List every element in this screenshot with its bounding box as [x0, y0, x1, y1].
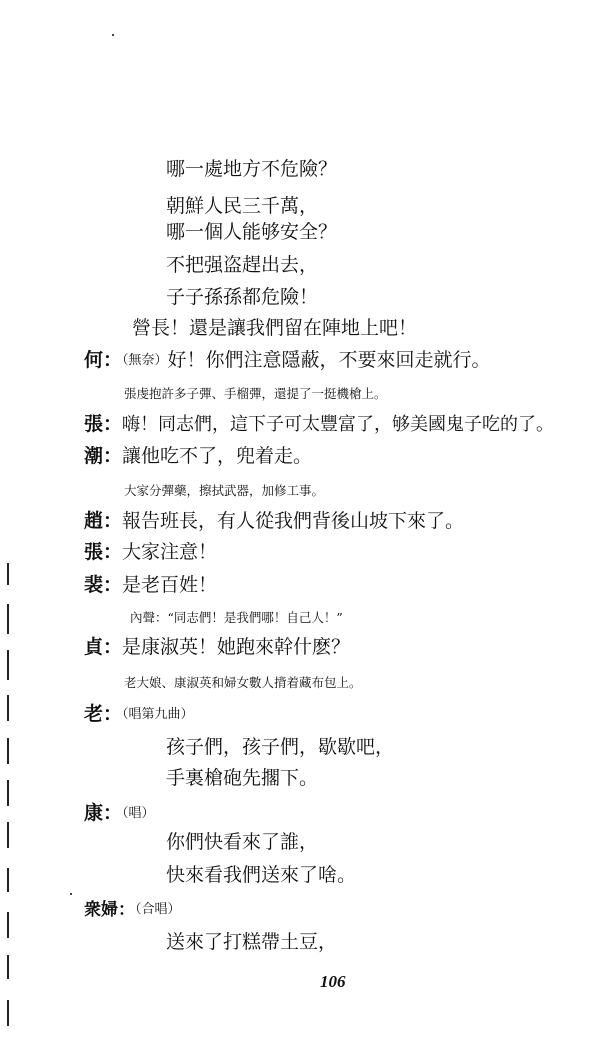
verse-line: 哪一個人能够安全？ — [166, 221, 338, 243]
speaker-label: 張： — [84, 413, 123, 435]
dialogue-zhang — [84, 543, 217, 562]
stage-direction: 內聲：“同志們！是我們哪！自己人！” — [130, 610, 343, 625]
verse-line: 快來看我們送來了啥。 — [166, 864, 357, 886]
speaker-label: 貞： — [84, 636, 123, 658]
speaker-label: 何： — [84, 349, 123, 371]
scan-edge-mark — [7, 604, 9, 634]
page-number: 106 — [320, 972, 346, 991]
dialogue-text: 是老百姓！ — [122, 574, 218, 596]
dialogue-zhang — [84, 415, 554, 434]
scan-edge-mark — [7, 868, 9, 892]
verse-line: 不把强盗趕出去， — [166, 254, 319, 276]
stage-direction: 大家分彈藥，擦拭武器，加修工事。 — [124, 483, 325, 498]
dialogue-zhongfu — [84, 902, 181, 919]
dialogue-text: 報告班長，有人從我們背後山坡下來了。 — [122, 510, 465, 532]
stage-direction-inline: （合唱） — [135, 902, 181, 917]
dialogue-text: 是康淑英！她跑來幹什麽？ — [122, 636, 351, 658]
speaker-label: 裴： — [84, 574, 123, 596]
dialogue-text: 嗨！同志們，這下子可太豐富了，够美國鬼子吃的了。 — [122, 414, 555, 435]
dialogue-zhao — [84, 512, 464, 531]
verse-line: 哪一處地方不危險？ — [166, 158, 338, 180]
scan-speck — [112, 34, 114, 36]
speaker-label: 康： — [84, 802, 123, 824]
dialogue-pei — [84, 576, 217, 595]
dialogue-lao — [84, 705, 194, 724]
verse-line: 你們快看來了誰， — [166, 831, 319, 853]
scan-speck — [70, 893, 72, 895]
dialogue-line: 營長！還是讓我們留在陣地上吧！ — [132, 317, 418, 339]
scan-edge-mark — [7, 563, 9, 585]
verse-line: 子子孫孫都危險！ — [166, 286, 319, 308]
speaker-label: 衆婦： — [84, 900, 135, 920]
speaker-label: 張： — [84, 541, 123, 563]
stage-direction-inline: （唱第九曲） — [122, 707, 194, 722]
dialogue-text: 好！你們注意隱蔽，不要來回走就行。 — [167, 349, 491, 371]
scan-edge-mark — [7, 780, 9, 806]
stage-direction-inline: （無奈） — [122, 353, 168, 368]
dialogue-he — [84, 351, 491, 370]
dialogue-chao — [84, 447, 312, 466]
scan-edge-mark — [7, 1000, 9, 1026]
speaker-label: 趙： — [84, 510, 123, 532]
verse-line: 手裏槍砲先擱下。 — [166, 767, 319, 789]
scan-edge-mark — [7, 650, 9, 680]
verse-line: 朝鮮人民三千萬， — [166, 195, 319, 217]
speaker-label: 老： — [84, 703, 123, 725]
scan-edge-mark — [7, 695, 9, 721]
scan-edge-mark — [7, 822, 9, 848]
scan-edge-mark — [7, 912, 9, 938]
stage-direction: 張虔抱許多子彈、手榴彈，還提了一挺機槍上。 — [124, 386, 387, 401]
stage-direction: 老大娘、康淑英和婦女數人揹着藏布包上。 — [124, 675, 362, 690]
dialogue-text: 讓他吃不了，兜着走。 — [122, 445, 313, 467]
scan-edge-mark — [7, 738, 9, 764]
scan-edge-mark — [7, 955, 9, 979]
dialogue-zhen — [84, 638, 350, 657]
verse-line: 送來了打糕帶土豆， — [166, 931, 338, 953]
dialogue-text: 大家注意！ — [122, 541, 218, 563]
speaker-label: 潮： — [84, 445, 123, 467]
stage-direction-inline: （唱） — [122, 806, 155, 821]
verse-line: 孩子們，孩子們，歇歇吧， — [166, 736, 395, 758]
dialogue-kang — [84, 804, 155, 823]
